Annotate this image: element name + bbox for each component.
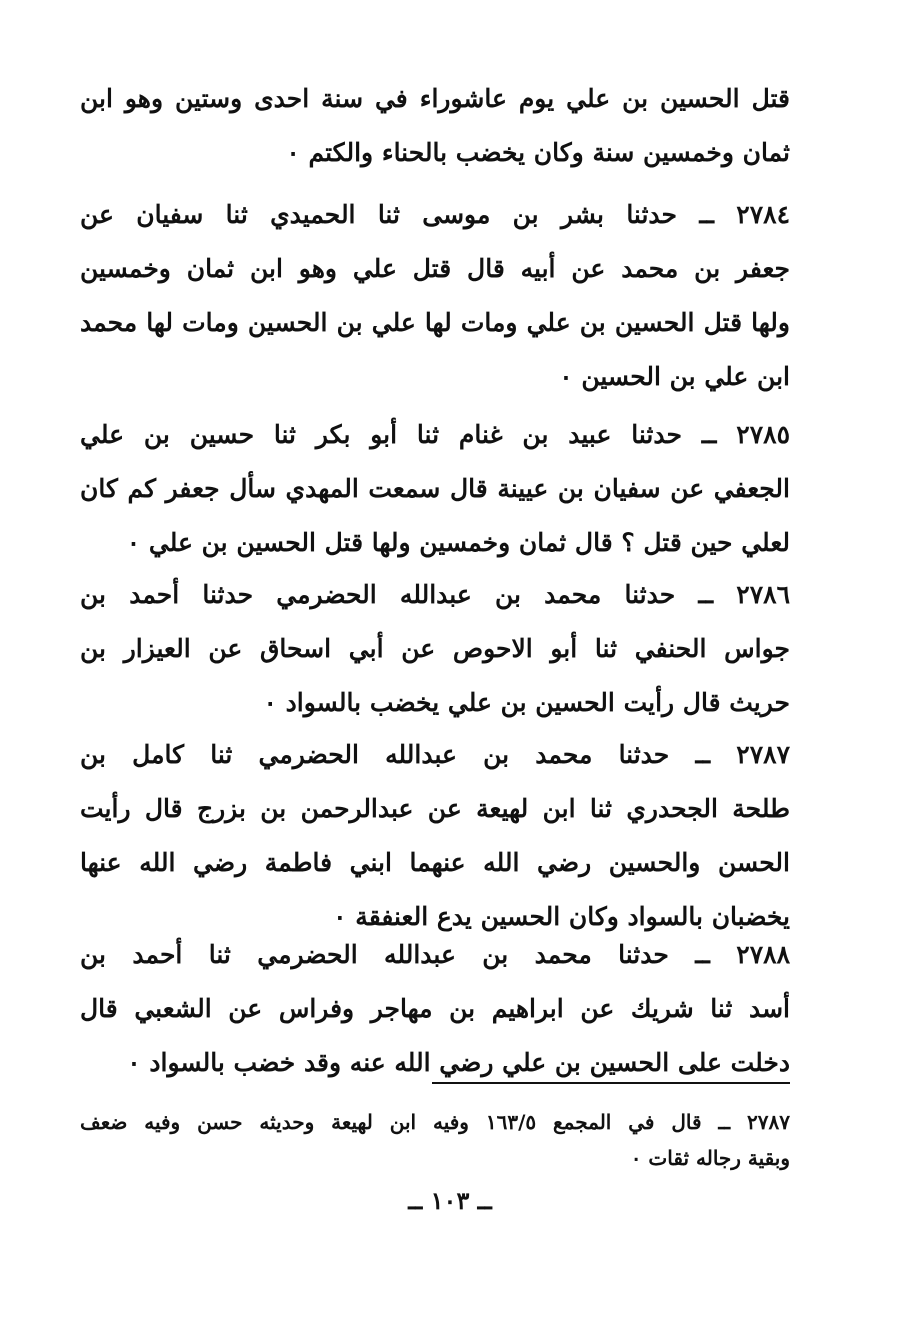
text-line: ثمان وخمسين سنة وكان يخضب بالحناء والكتم ٠	[286, 138, 790, 167]
text-line: جواس الحنفي ثنا أبو الاحوص عن أبي اسحاق عن العيزار بن	[80, 634, 790, 663]
text-line: ولها قتل الحسين بن علي ومات لها علي بن الحسين ومات لها محمد	[80, 308, 790, 337]
text-line: ابن علي بن الحسين ٠	[559, 362, 790, 391]
text-line: أسد ثنا شريك عن ابراهيم بن مهاجر وفراس عن الشعبي قال	[80, 994, 790, 1023]
text-line: حريث قال رأيت الحسين بن علي يخضب بالسواد ٠	[263, 688, 790, 717]
footnote-line: وبقية رجاله ثقات ٠	[630, 1146, 790, 1170]
hadith-2788	[80, 928, 790, 1090]
text-line: ٢٧٨٥ ــ حدثنا عبيد بن غنام ثنا أبو بكر ثنا حسين بن علي	[80, 420, 790, 449]
text-line: لعلي حين قتل ؟ قال ثمان وخمسين ولها قتل الحسين بن علي ٠	[126, 528, 790, 557]
hadith-2786	[80, 568, 790, 730]
text-line: جعفر بن محمد عن أبيه قال قتل علي وهو ابن ثمان وخمسين	[80, 254, 790, 283]
text-line: الجعفي عن سفيان بن عيينة قال سمعت المهدي سأل جعفر كم كان	[80, 474, 790, 503]
footnote-divider	[432, 1082, 790, 1084]
paragraph-intro	[80, 72, 790, 180]
text-line: الحسن والحسين رضي الله عنهما ابني فاطمة رضي الله عنها	[80, 848, 790, 877]
hadith-2785	[80, 408, 790, 570]
text-line: ٢٧٨٦ ــ حدثنا محمد بن عبدالله الحضرمي حدثنا أحمد بن	[80, 580, 790, 609]
text-line: يخضبان بالسواد وكان الحسين يدع العنفقة ٠	[333, 902, 790, 931]
text-line: ٢٧٨٤ ــ حدثنا بشر بن موسى ثنا الحميدي ثنا سفيان عن	[80, 200, 790, 229]
page-number: ــ ١٠٣ ــ	[408, 1186, 492, 1215]
footnote	[80, 1104, 790, 1176]
text-line: قتل الحسين بن علي يوم عاشوراء في سنة احدى وستين وهو ابن	[80, 84, 790, 113]
hadith-2784	[80, 188, 790, 404]
text-line: طلحة الجحدري ثنا ابن لهيعة عن عبدالرحمن بن بزرج قال رأيت	[80, 794, 790, 823]
footnote-line: ٢٧٨٧ ــ قال في المجمع ١٦٣/٥ وفيه ابن لهيعة وحديثه حسن وفيه ضعف	[80, 1110, 790, 1134]
text-line: ٢٧٨٧ ــ حدثنا محمد بن عبدالله الحضرمي ثنا كامل بن	[80, 740, 790, 769]
text-line: دخلت على الحسين بن علي رضي الله عنه وقد خضب بالسواد ٠	[127, 1048, 790, 1077]
hadith-2787	[80, 728, 790, 944]
text-line: ٢٧٨٨ ــ حدثنا محمد بن عبدالله الحضرمي ثنا أحمد بن	[80, 940, 790, 969]
